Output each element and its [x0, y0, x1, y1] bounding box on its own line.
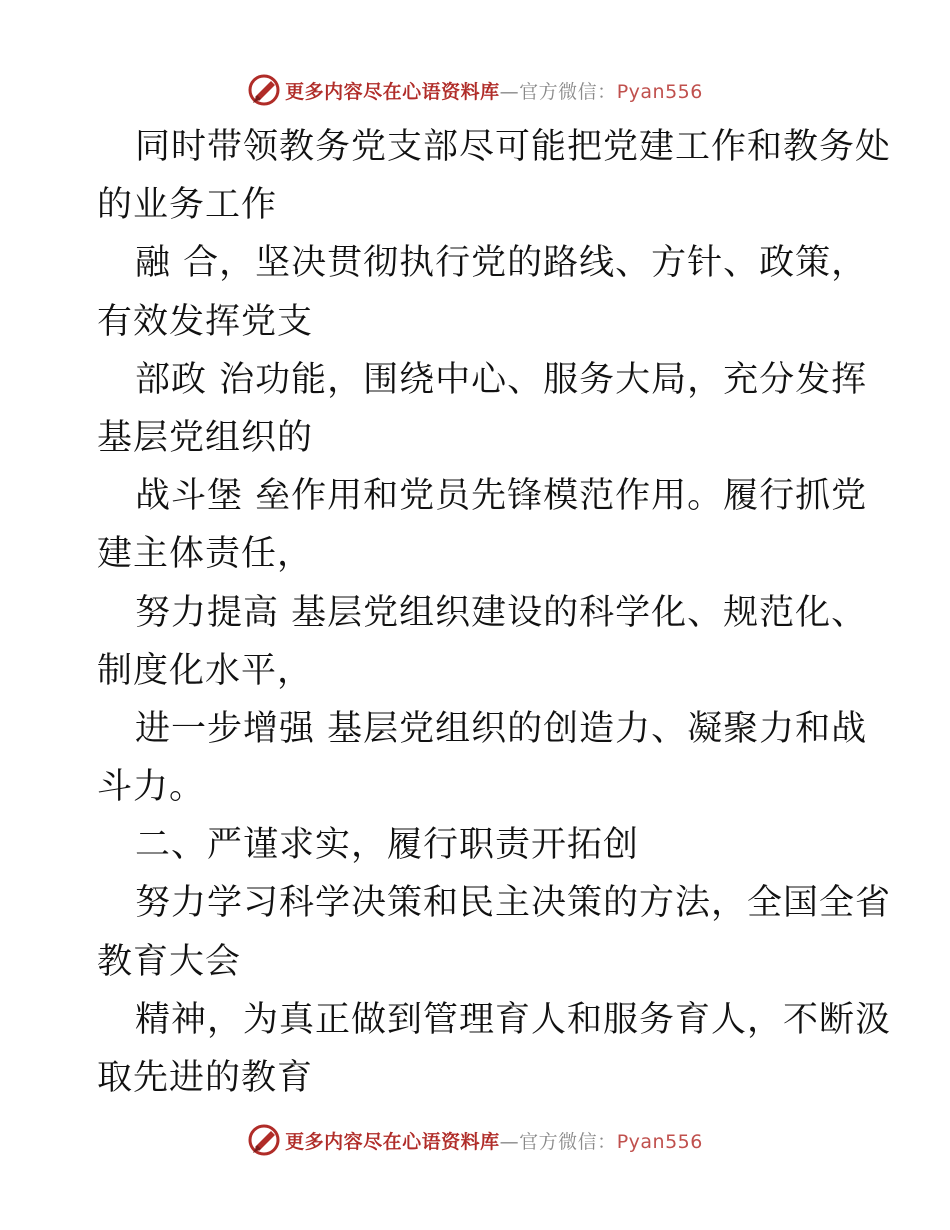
- header-dash: —: [499, 80, 520, 103]
- body-line: 精神，为真正做到管理育人和服务育人，不断汲: [135, 999, 892, 1040]
- footer-dash: —: [499, 1130, 520, 1153]
- section-heading: 二、严谨求实，履行职责开拓创: [135, 825, 640, 866]
- body-line: 战斗堡 垒作用和党员先锋模范作用。履行抓党: [135, 476, 868, 517]
- body-line: 制度化水平，: [97, 650, 314, 691]
- footer-brand: 更多内容尽在心语资料库: [285, 1130, 500, 1153]
- footer-wechat-id: Pyan556: [616, 1130, 703, 1153]
- document-body: [97, 118, 892, 1107]
- header-banner: [0, 70, 950, 110]
- header-brand: 更多内容尽在心语资料库: [285, 80, 500, 103]
- footer-banner: [0, 1120, 950, 1160]
- body-line: 有效发挥党支: [97, 301, 314, 342]
- body-line: 同时带领教务党支部尽可能把党建工作和教务处: [135, 127, 892, 167]
- body-line: 基层党组织的: [97, 417, 314, 458]
- body-line: 建主体责任，: [97, 534, 314, 575]
- footer-text: [285, 1127, 703, 1154]
- header-wechat-label: 官方微信：: [519, 80, 617, 103]
- body-line: 部政 治功能，围绕中心、服务大局，充分发挥: [135, 359, 868, 400]
- pen-logo-icon: [247, 73, 281, 107]
- body-line: 教育大会: [97, 941, 242, 982]
- body-line: 努力提高 基层党组织建设的科学化、规范化、: [135, 592, 868, 633]
- header-wechat-id: Pyan556: [616, 80, 703, 103]
- body-line: 融 合，坚决贯彻执行党的路线、方针、政策，: [135, 243, 868, 284]
- header-text: [285, 77, 703, 104]
- body-line: 斗力。: [97, 767, 206, 808]
- body-line: 的业务工作: [97, 185, 278, 226]
- pen-logo-icon: [247, 1123, 281, 1157]
- body-line: 进一步增强 基层党组织的创造力、凝聚力和战: [135, 708, 868, 749]
- footer-wechat-label: 官方微信：: [519, 1130, 617, 1153]
- body-line: 取先进的教育: [97, 1058, 314, 1098]
- body-line: 努力学习科学决策和民主决策的方法，全国全省: [135, 883, 892, 924]
